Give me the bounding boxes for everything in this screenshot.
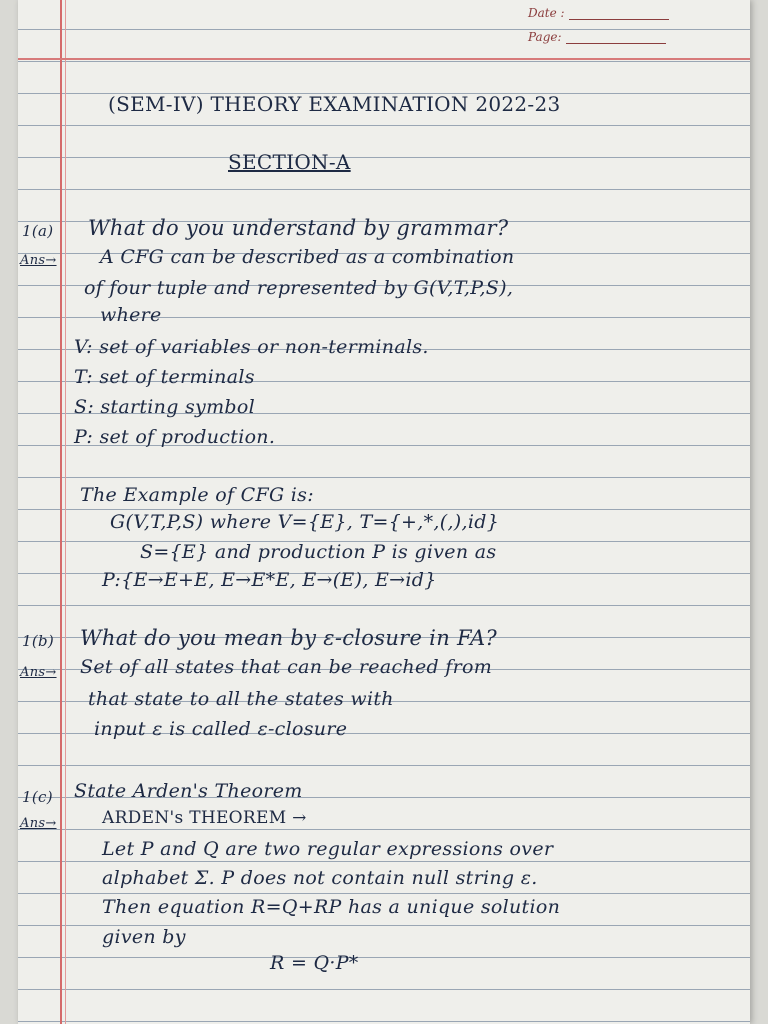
question-text: State Arden's Theorem xyxy=(74,780,303,802)
answer-line: S: starting symbol xyxy=(74,396,255,418)
answer-line: P: set of production. xyxy=(74,426,276,448)
answer-line: S={E} and production P is given as xyxy=(140,541,497,563)
answer-line: G(V,T,P,S) where V={E}, T={+,*,(,),id} xyxy=(110,511,500,533)
margin-line xyxy=(60,0,62,1024)
answer-line: alphabet Σ. P does not contain null string ε. xyxy=(102,867,538,889)
answer-tag: Ans→ xyxy=(20,253,57,268)
date-label: Date : xyxy=(528,6,565,20)
answer-line: Let P and Q are two regular expressions over xyxy=(102,838,554,860)
date-field xyxy=(528,6,669,20)
answer-line: Set of all states that can be reached from xyxy=(80,656,493,678)
answer-line: The Example of CFG is: xyxy=(80,484,314,506)
answer-line: Then equation R=Q+RP has a unique solution xyxy=(102,896,561,918)
page-label: Page: xyxy=(528,30,562,44)
notebook-page xyxy=(18,0,750,1024)
answer-line: where xyxy=(100,304,162,326)
answer-line: ARDEN's THEOREM → xyxy=(102,808,307,828)
answer-line: T: set of terminals xyxy=(74,366,255,388)
answer-line: V: set of variables or non-terminals. xyxy=(74,336,429,358)
margin-line-inner xyxy=(65,0,66,1024)
header-rule xyxy=(18,58,750,60)
question-number: 1(b) xyxy=(22,632,55,650)
answer-line: of four tuple and represented by G(V,T,P,S), xyxy=(84,277,514,299)
answer-line: R = Q·P* xyxy=(270,952,359,974)
question-text: What do you understand by grammar? xyxy=(88,216,509,240)
page-field xyxy=(528,30,666,44)
answer-line: input ε is called ε-closure xyxy=(94,718,348,740)
answer-line: that state to all the states with xyxy=(88,688,394,710)
question-number: 1(c) xyxy=(22,788,53,806)
answer-tag: Ans→ xyxy=(20,665,57,680)
exam-title: (SEM-IV) THEORY EXAMINATION 2022-23 xyxy=(108,92,561,116)
question-text: What do you mean by ε-closure in FA? xyxy=(80,626,498,650)
section-heading: SECTION-A xyxy=(228,150,351,174)
answer-line: P:{E→E+E, E→E*E, E→(E), E→id} xyxy=(102,569,437,591)
answer-line: A CFG can be described as a combination xyxy=(100,246,515,268)
answer-tag: Ans→ xyxy=(20,816,57,831)
answer-line: given by xyxy=(102,926,186,948)
question-number: 1(a) xyxy=(22,222,54,240)
